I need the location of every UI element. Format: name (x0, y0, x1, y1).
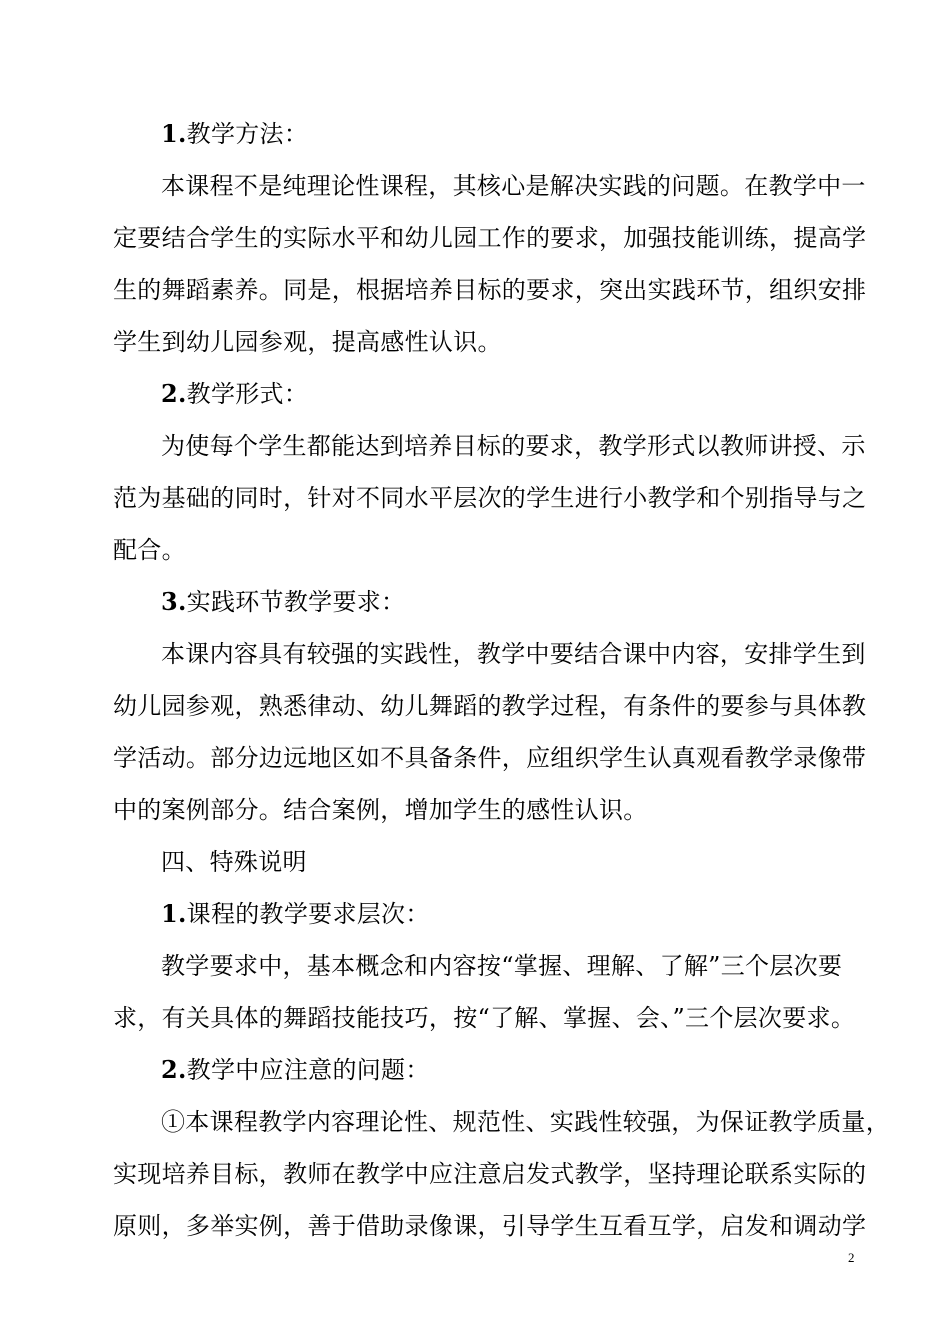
paragraph-line: 为使每个学生都能达到培养目标的要求，教学形式以教师讲授、示 (161, 432, 866, 460)
paragraph-line: 本课内容具有较强的实践性，教学中要结合课中内容，安排学生到 (161, 640, 866, 668)
heading-label: 课程的教学要求层次： (186, 900, 430, 928)
paragraph-line: 配合。 (113, 536, 186, 564)
paragraph-line: ①本课程教学内容理论性、规范性、实践性较强，为保证教学质量， (161, 1108, 890, 1136)
paragraph-line: 中的案例部分。结合案例，增加学生的感性认识。 (113, 796, 648, 824)
heading-label: 教学方法： (186, 120, 309, 148)
heading-label: 教学形式： (186, 380, 309, 408)
heading-number: 1. (161, 899, 187, 928)
heading-requirement-levels (113, 888, 863, 940)
paragraph-line: 学生到幼儿园参观，提高感性认识。 (113, 328, 502, 356)
heading-number: 2. (161, 379, 187, 408)
heading-teaching-issues (113, 1044, 863, 1096)
paragraph-line: 范为基础的同时，针对不同水平层次的学生进行小教学和个别指导与之 (113, 484, 867, 512)
heading-teaching-form (113, 368, 863, 420)
heading-practice-requirements (113, 576, 863, 628)
heading-number: 3. (161, 587, 187, 616)
heading-teaching-method (113, 108, 863, 160)
paragraph-line: 幼儿园参观，熟悉律动、幼儿舞蹈的教学过程，有条件的要参与具体教 (113, 692, 867, 720)
page-number: 2 (848, 1250, 855, 1265)
paragraph-line: 教学要求中，基本概念和内容按“掌握、理解、了解”三个层次要 (161, 952, 843, 980)
heading-number: 2. (161, 1055, 187, 1084)
paragraph-line: 求，有关具体的舞蹈技能技巧，按“了解、掌握、会、”三个层次要求。 (113, 1004, 856, 1032)
paragraph-line: 原则，多举实例，善于借助录像课，引导学生互看互学，启发和调动学 (113, 1212, 867, 1240)
heading-label: 实践环节教学要求： (186, 588, 406, 616)
page-content (113, 108, 890, 1252)
heading-number: 1. (161, 119, 187, 148)
paragraph-line: 定要结合学生的实际水平和幼儿园工作的要求，加强技能训练，提高学 (113, 224, 867, 252)
paragraph-line: 学活动。部分边远地区如不具备条件，应组织学生认真观看教学录像带 (113, 744, 867, 772)
paragraph-line: 实现培养目标，教师在教学中应注意启发式教学，坚持理论联系实际的 (113, 1160, 867, 1188)
paragraph-line: 生的舞蹈素养。同是，根据培养目标的要求，突出实践环节，组织安排 (113, 276, 867, 304)
paragraph-line: 本课程不是纯理论性课程，其核心是解决实践的问题。在教学中一 (161, 172, 866, 200)
heading-label: 教学中应注意的问题： (186, 1056, 430, 1084)
section-heading-special-notes: 四、特殊说明 (161, 848, 307, 876)
